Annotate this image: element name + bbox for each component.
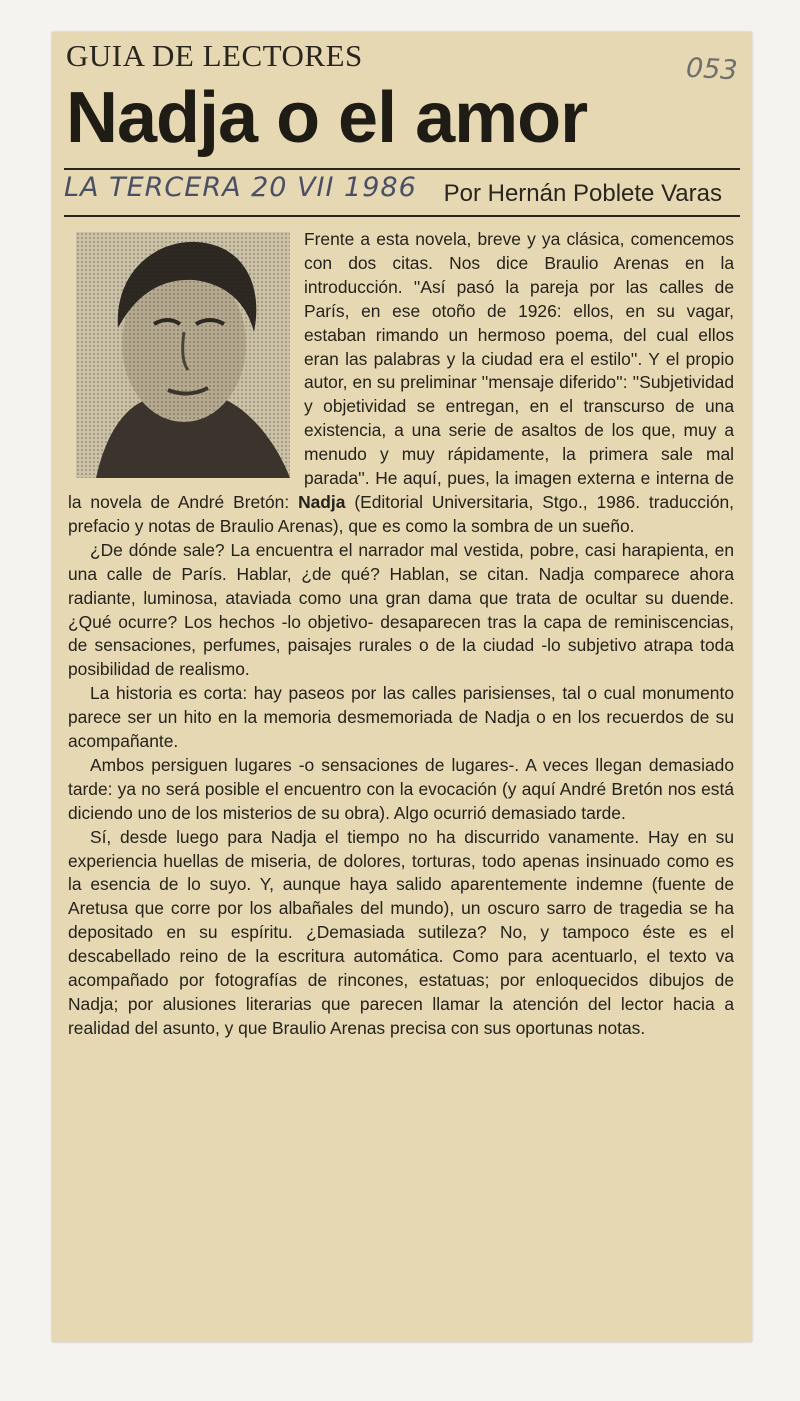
byline: Por Hernán Poblete Varas [443, 180, 722, 207]
article-paragraph: Frente a esta novela, breve y ya clásica, comencemos con dos citas. Nos dice Braulio Arenas en la introducción. ''Así pasó la pareja por las calles de París, en ese otoño de 1926: ellos, en su vagar, estaban rimando un hermoso poema, del cual ellos eran las palabras y la ciudad era el estilo''. Y el propio autor, en su preliminar ''mensaje diferido'': ''Subjetividad y objetividad se entregan, en el transcurso de una existencia, a una serie de asaltos de los que, muy a menudo y muy rápidamente, la primera sale mal parada''. He aquí, pues, la imagen externa e interna de la novela de André Bretón: Nadja (Editorial Universitaria, Stgo., 1986. traducción, prefacio y notas de Braulio Arenas), que es como la sombra de un sueño. [68, 229, 734, 536]
article-paragraph: La historia es corta: hay paseos por las calles parisienses, tal o cual monumento parece ser un hito en la memoria desmemoriada de Nadja o en los recuerdos de su acompañante. [68, 683, 734, 752]
archive-number: 053 [685, 52, 739, 87]
section-label: GUIA DE LECTORES [66, 38, 363, 73]
book-title: Nadja [298, 491, 346, 512]
article-paragraph: Ambos persiguen lugares -o sensaciones de lugares-. A veces llegan demasiado tarde: ya no será posible el encuentro con la evocación (y aquí André Bretón nos está diciendo uno de los misterios de su obra). Algo ocurrió demasiado tarde. [68, 754, 734, 823]
headline: Nadja o el amor [66, 78, 588, 158]
article-paragraph: Sí, desde luego para Nadja el tiempo no ha discurrido vanamente. Hay en su experiencia huellas de miseria, de dolores, torturas, todo apenas insinuado como es la esencia de lo suyo. Y, aunque haya salido aparentemente indemne (fuente de Aretusa que corre por los albañales del mundo), un oscuro sarro de tragedia se ha depositado en su espíritu. ¿Demasiada sutileza? No, y tampoco éste es el descabellado reino de la escritura automática. Como para acentuarlo, el texto va acompañado por fotografías de rincones, estatuas; por enloquecidos dibujos de Nadja; por alusiones literarias que parecen llamar la atención del lector hacia a realidad del asunto, y que Braulio Arenas precisa con sus oportunas notas. [68, 826, 734, 1038]
bottom-rule [64, 215, 740, 217]
top-rule [64, 168, 740, 170]
newspaper-clipping [52, 32, 752, 1342]
article-paragraph: ¿De dónde sale? La encuentra el narrador mal vestida, pobre, casi harapienta, en una calle de París. Hablar, ¿de qué? Hablan, se citan. Nadja comparece ahora radiante, luminosa, ataviada como una gran dama que trata de ocultar su duende. ¿Qué ocurre? Los hechos -lo objetivo- desaparecen tras la capa de reminiscencias, de sensaciones, perfumes, paisajes rurales o de la ciudad -lo subjetivo atrapa toda posibilidad de realismo. [68, 539, 734, 680]
handwritten-source-note: LA TERCERA 20 VII 1986 [64, 172, 417, 203]
article-body [68, 228, 734, 1041]
